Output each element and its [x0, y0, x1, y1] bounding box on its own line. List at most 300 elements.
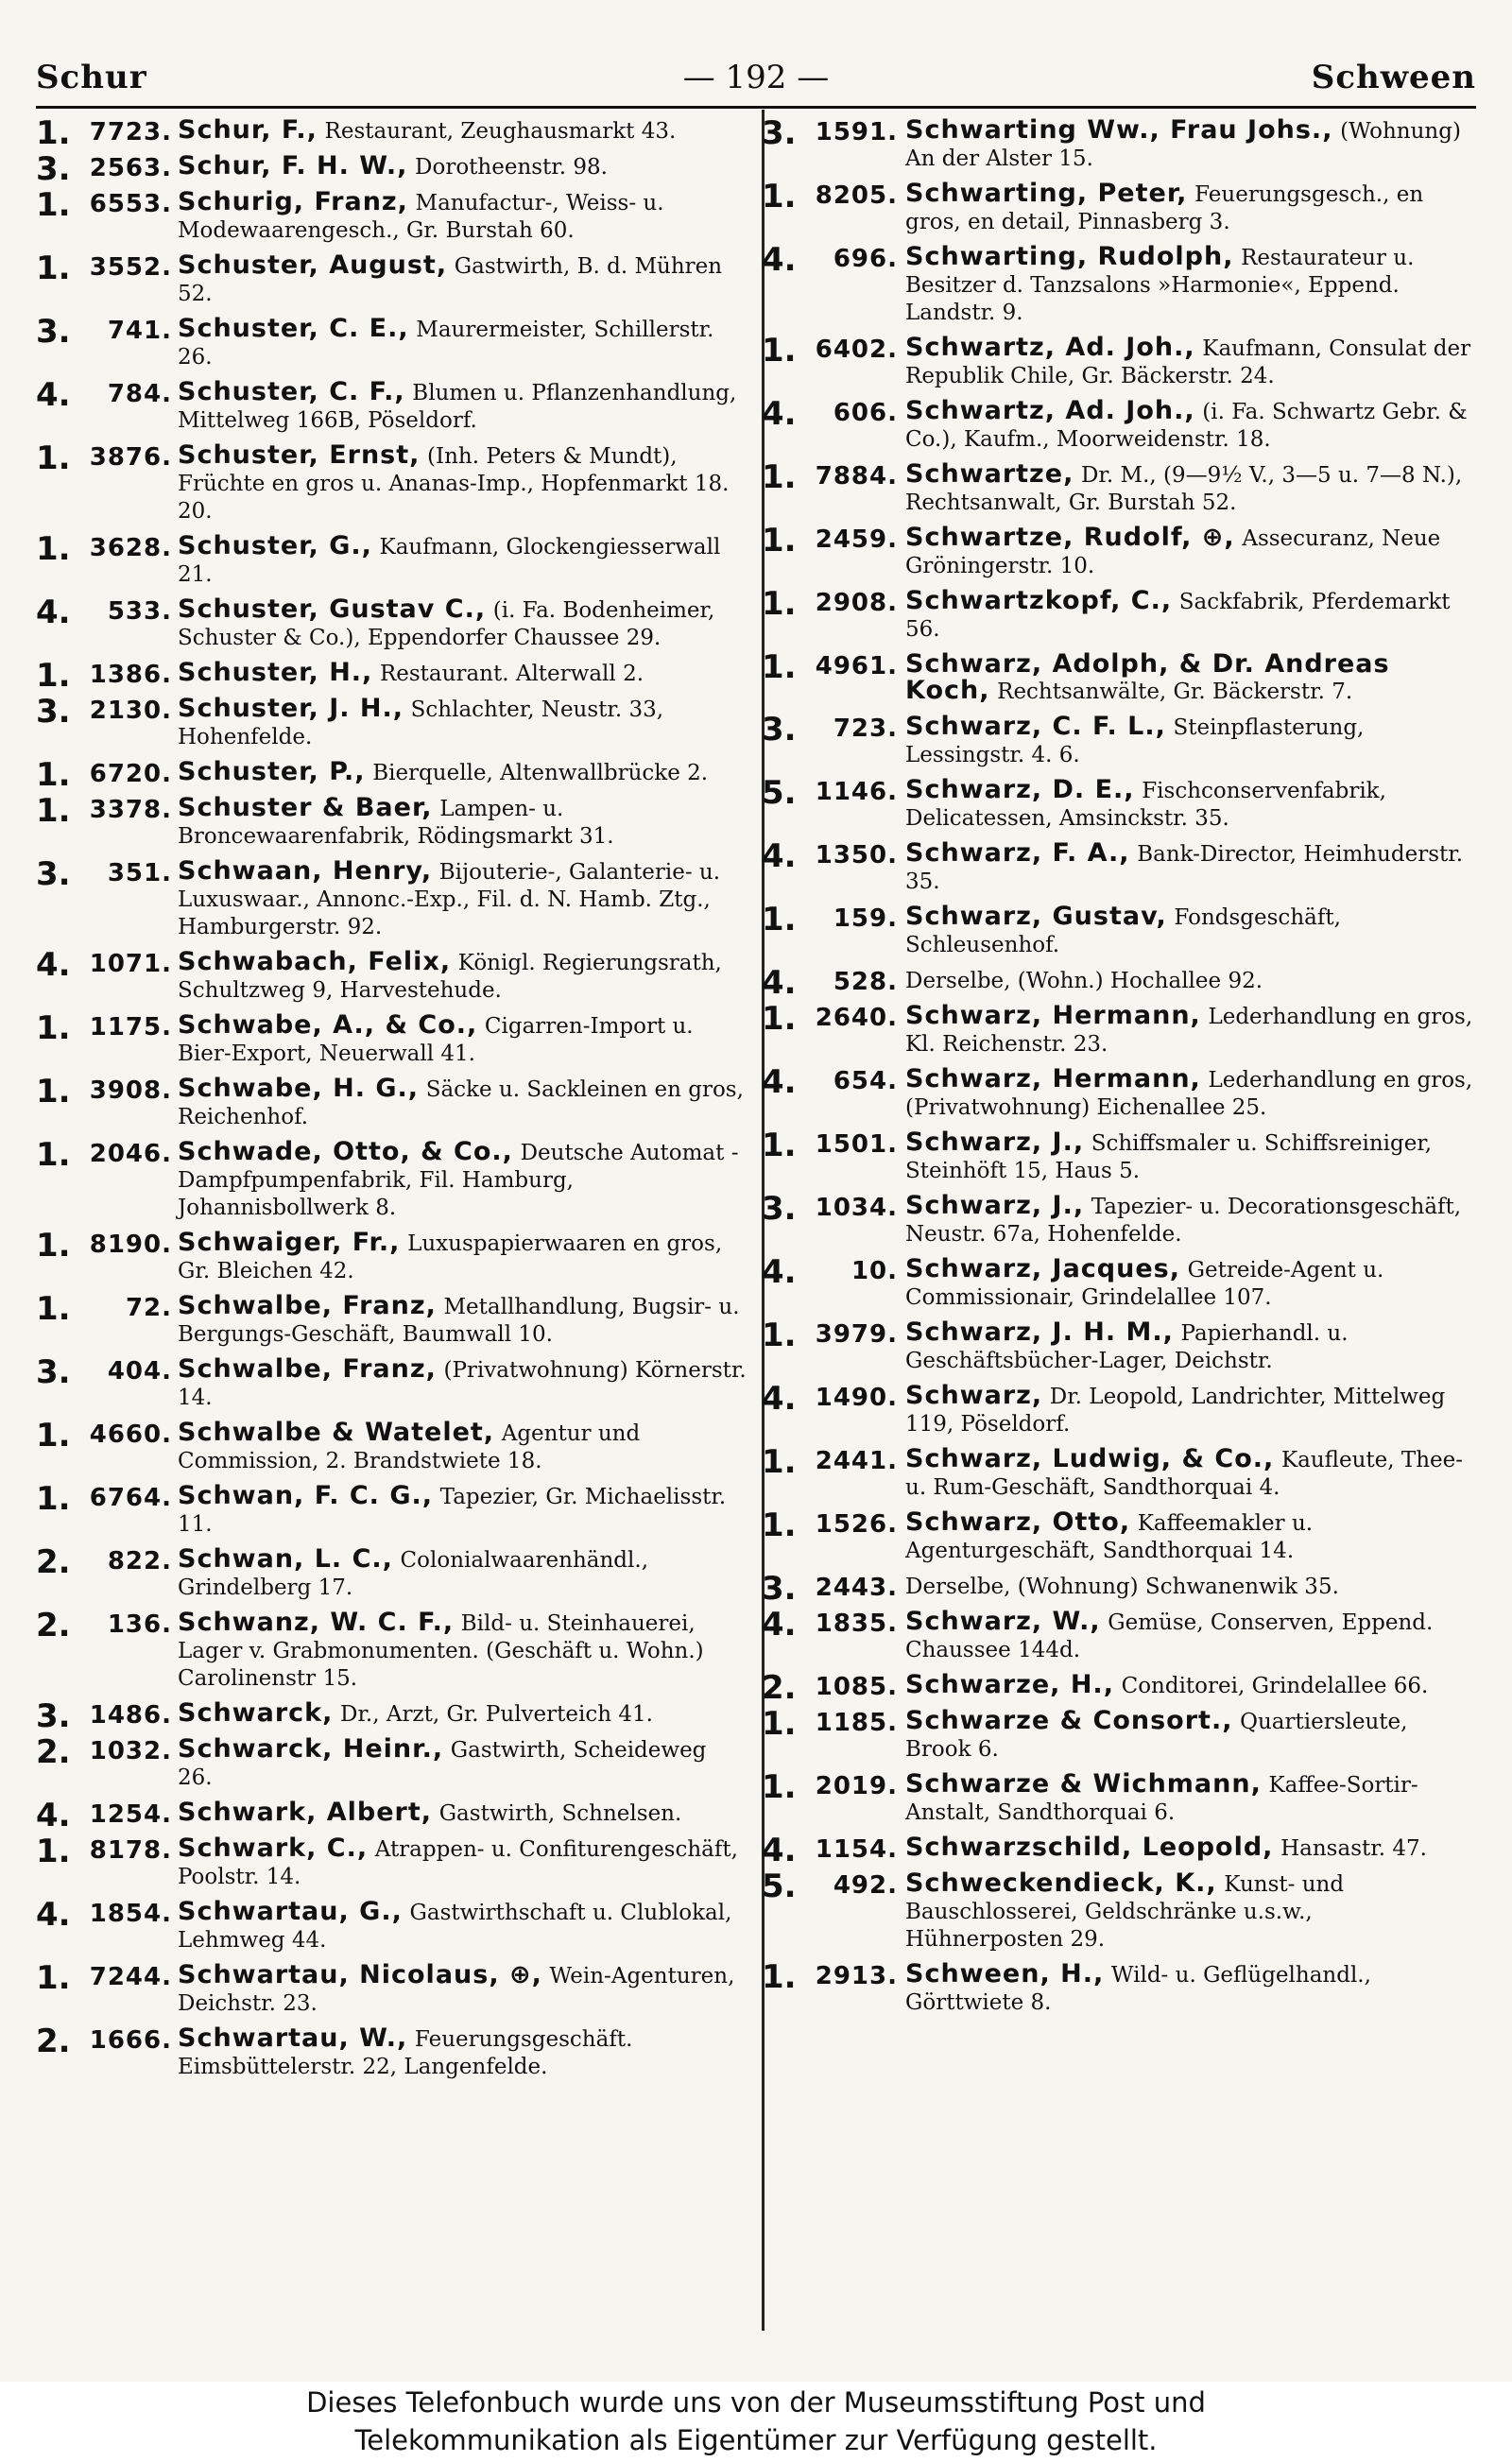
subscriber-detail: Dr. Leopold, Landrichter, Mittelweg 119, Pöseldorf.: [905, 1385, 1446, 1437]
subscriber-detail: Königl. Regierungsrath, Schultzweg 9, Harvestehude.: [178, 951, 722, 1003]
directory-entry: [36, 1697, 747, 1735]
phone-number: 1032.: [89, 1737, 172, 1765]
subscriber-name: Schwark, Albert,: [178, 1798, 433, 1827]
directory-entry: [36, 2025, 747, 2080]
subscriber-detail: Säcke u. Sackleinen en gros, Reichenhof.: [178, 1077, 744, 1129]
subscriber-detail: Gastwirth, B. d. Mühren 52.: [178, 254, 723, 306]
exchange-number: 3.: [762, 711, 797, 749]
phone-number: 1490.: [815, 1384, 898, 1412]
subscriber-name: Schuster, G.,: [178, 531, 372, 560]
directory-entry: [36, 1009, 747, 1067]
phone-number: 723.: [833, 714, 898, 743]
phone-number: 1666.: [89, 2026, 172, 2055]
directory-entry: [36, 376, 747, 434]
phone-number: 696.: [833, 245, 898, 273]
subscriber-name: Schween, H.,: [905, 1959, 1105, 1989]
subscriber-detail: (Inh. Peters & Mundt), Früchte en gros u. Ananas-Imp., Hopfenmarkt 18. 20.: [178, 444, 730, 524]
exchange-number: 3.: [36, 1697, 71, 1735]
phone-number: 533.: [107, 597, 172, 626]
subscriber-detail: Getreide-Agent u. Commissionair, Grindelallee 107.: [905, 1258, 1384, 1310]
subscriber-detail: Gastwirthschaft u. Clublokal, Lehmweg 44.: [178, 1901, 732, 1953]
exchange-number: 1.: [36, 1073, 71, 1110]
subscriber-detail: Feuerungsgesch., en gros, en detail, Pinnasberg 3.: [905, 182, 1424, 234]
exchange-number: 1.: [36, 657, 71, 695]
subscriber-name: Schwartau, W.,: [178, 2023, 408, 2053]
subscriber-name: Schuster, J. H.,: [178, 694, 404, 723]
subscriber-name: Schwartzkopf, C.,: [905, 586, 1173, 615]
subscriber-name: Schwartz, Ad. Joh.,: [905, 396, 1195, 425]
exchange-number: 1.: [762, 585, 797, 623]
subscriber-detail: Assecuranz, Neue Gröningerstr. 10.: [905, 526, 1441, 578]
subscriber-name: Schwarz, C. F. L.,: [905, 712, 1166, 741]
phone-number: 1501.: [815, 1130, 898, 1159]
directory-entry: [762, 1319, 1476, 1374]
phone-number: 654.: [833, 1067, 898, 1095]
phone-number: 2130.: [89, 697, 172, 725]
subscriber-detail: Blumen u. Pflanzenhandlung, Mittelweg 166B, Pöseldorf.: [178, 381, 737, 433]
subscriber-detail: Derselbe, (Wohn.) Hochallee 92.: [905, 969, 1263, 993]
subscriber-name: Schwarting, Peter,: [905, 179, 1188, 208]
exchange-number: 1.: [762, 901, 797, 938]
exchange-number: 1.: [36, 1136, 71, 1174]
subscriber-name: Schwarz, J.,: [905, 1128, 1085, 1157]
exchange-number: 1.: [36, 1290, 71, 1328]
subscriber-name: Schwartze,: [905, 459, 1074, 489]
exchange-number: 4.: [762, 1380, 797, 1418]
directory-entry: [762, 178, 1476, 235]
subscriber-detail: Lederhandlung en gros, (Privatwohnung) Eichenallee 25.: [905, 1068, 1473, 1120]
exchange-number: 2.: [36, 1607, 71, 1644]
exchange-number: 3.: [36, 313, 71, 351]
exchange-number: 1.: [36, 186, 71, 224]
directory-entry: [762, 1870, 1476, 1953]
directory-entry: [762, 837, 1476, 895]
subscriber-name: Schweckendieck, K.,: [905, 1868, 1217, 1898]
subscriber-detail: Papierhandl. u. Geschäftsbücher-Lager, Deichstr.: [905, 1321, 1349, 1373]
exchange-number: 1.: [36, 1833, 71, 1870]
subscriber-detail: Bank-Director, Heimhuderstr. 35.: [905, 842, 1464, 894]
subscriber-name: Schwade, Otto, & Co.,: [178, 1137, 513, 1166]
directory-entry: [36, 1417, 747, 1474]
subscriber-name: Schwabe, H. G.,: [178, 1074, 420, 1103]
directory-entry: [762, 1129, 1476, 1184]
directory-entry: [762, 1669, 1476, 1707]
subscriber-detail: Restaurant, Zeughausmarkt 43.: [324, 119, 677, 144]
phone-number: 8190.: [89, 1231, 172, 1259]
subscriber-name: Schuster & Baer,: [178, 793, 433, 822]
directory-entry: [762, 1570, 1476, 1608]
exchange-number: 4.: [36, 594, 71, 631]
subscriber-detail: Wild- u. Geflügelhandl., Görttwiete 8.: [905, 1963, 1371, 2015]
directory-entry: [36, 1959, 747, 2017]
subscriber-detail: (Wohnung) An der Alster 15.: [905, 119, 1461, 171]
subscriber-name: Schwalbe, Franz,: [178, 1291, 437, 1320]
subscriber-detail: Bierquelle, Altenwallbrücke 2.: [372, 761, 709, 785]
phone-number: 3876.: [89, 443, 172, 472]
phone-number: 1854.: [89, 1900, 172, 1928]
exchange-number: 4.: [762, 837, 797, 875]
subscriber-detail: Tapezier- u. Decorationsgeschäft, Neustr. 67a, Hohenfelde.: [905, 1195, 1462, 1247]
phone-number: 2443.: [815, 1574, 898, 1602]
directory-entry: [36, 1607, 747, 1692]
exchange-number: 3.: [762, 114, 797, 152]
subscriber-name: Schwartze, Rudolf, ⊕,: [905, 523, 1235, 552]
exchange-number: 3.: [36, 150, 71, 188]
directory-entry: [36, 1073, 747, 1130]
exchange-number: 1.: [762, 522, 797, 560]
footer-line-1: Dieses Telefonbuch wurde uns von der Museumsstiftung Post und: [306, 2386, 1206, 2419]
exchange-number: 3.: [36, 1353, 71, 1391]
subscriber-name: Schwalbe & Watelet,: [178, 1418, 495, 1447]
subscriber-name: Schuster, H.,: [178, 658, 373, 687]
directory-entry: [36, 1480, 747, 1538]
subscriber-detail: Luxuspapierwaaren en gros, Gr. Bleichen 42.: [178, 1231, 723, 1283]
subscriber-name: Schwarz,: [905, 1381, 1043, 1410]
subscriber-name: Schwaiger, Fr.,: [178, 1228, 401, 1257]
subscriber-name: Schwarz, W.,: [905, 1607, 1101, 1636]
directory-entry: [36, 855, 747, 940]
phone-number: 741.: [107, 317, 172, 345]
phone-number: 6402.: [815, 336, 898, 364]
phone-number: 4660.: [89, 1420, 172, 1449]
exchange-number: 1.: [762, 332, 797, 370]
exchange-number: 1.: [36, 1480, 71, 1518]
directory-entry: [762, 901, 1476, 958]
exchange-number: 1.: [762, 178, 797, 215]
exchange-number: 4.: [762, 1253, 797, 1291]
phone-number: 3552.: [89, 253, 172, 282]
subscriber-detail: Gastwirth, Scheideweg 26.: [178, 1738, 707, 1790]
subscriber-detail: Lederhandlung en gros, Kl. Reichenstr. 23.: [905, 1005, 1473, 1057]
subscriber-detail: Gemüse, Conserven, Eppend. Chaussee 144d.: [905, 1610, 1434, 1662]
exchange-number: 4.: [762, 1832, 797, 1869]
directory-entry: [762, 1380, 1476, 1438]
exchange-number: 1.: [36, 756, 71, 794]
directory-entry: [36, 530, 747, 588]
subscriber-name: Schwarz, Ludwig, & Co.,: [905, 1444, 1275, 1473]
subscriber-detail: Quartiersleute, Brook 6.: [905, 1710, 1408, 1762]
directory-entry: [36, 1896, 747, 1954]
phone-number: 10.: [850, 1257, 898, 1285]
subscriber-name: Schuster, C. E.,: [178, 314, 409, 343]
subscriber-detail: Lampen- u. Broncewaarenfabrik, Rödingsmarkt 31.: [178, 797, 614, 849]
exchange-number: 4.: [762, 964, 797, 1002]
phone-number: 1154.: [815, 1835, 898, 1864]
exchange-number: 1.: [762, 1000, 797, 1038]
phone-number: 1386.: [89, 661, 172, 689]
header-first-entry: Schur: [36, 59, 147, 96]
subscriber-detail: Dr., Arzt, Gr. Pulverteich 41.: [340, 1702, 653, 1727]
subscriber-detail: Dr. M., (9—9½ V., 3—5 u. 7—8 N.), Rechtsanwalt, Gr. Burstah 52.: [905, 463, 1463, 515]
subscriber-name: Schwarz, F. A.,: [905, 838, 1130, 868]
subscriber-name: Schwarz, J.,: [905, 1191, 1085, 1220]
directory-entry: [36, 114, 747, 152]
phone-number: 2441.: [815, 1447, 898, 1475]
subscriber-detail: Cigarren-Import u. Bier-Export, Neuerwall 41.: [178, 1014, 694, 1066]
page-number: — 192 —: [682, 59, 830, 96]
phone-number: 8205.: [815, 181, 898, 210]
subscriber-detail: Schlachter, Neustr. 33, Hohenfelde.: [178, 697, 664, 749]
phone-number: 1835.: [815, 1610, 898, 1638]
exchange-number: 4.: [762, 395, 797, 433]
directory-entry: [762, 711, 1476, 768]
exchange-number: 1.: [762, 1127, 797, 1164]
exchange-number: 1.: [762, 1958, 797, 1996]
subscriber-detail: Restaurateur u. Besitzer d. Tanzsalons »Harmonie«, Eppend. Landstr. 9.: [905, 246, 1415, 325]
exchange-number: 1.: [36, 530, 71, 568]
exchange-number: 1.: [36, 792, 71, 830]
subscriber-name: Schwarz, Hermann,: [905, 1064, 1201, 1093]
directory-entry: [762, 1000, 1476, 1058]
phone-number: 404.: [107, 1357, 172, 1386]
phone-number: 784.: [107, 380, 172, 408]
exchange-number: 1.: [762, 1768, 797, 1806]
right-column: [762, 114, 1476, 2024]
exchange-number: 3.: [762, 1190, 797, 1228]
exchange-number: 3.: [36, 693, 71, 731]
subscriber-detail: Kunst- und Bauschlosserei, Geldschränke u.s.w., Hühnerposten 29.: [905, 1872, 1345, 1952]
directory-entry: [762, 1768, 1476, 1826]
subscriber-name: Schwarck,: [178, 1698, 334, 1728]
directory-entry: [36, 756, 747, 794]
exchange-number: 4.: [36, 1896, 71, 1934]
subscriber-detail: Kaufleute, Thee- u. Rum-Geschäft, Sandthorquai 4.: [905, 1448, 1464, 1500]
subscriber-name: Schuster, P.,: [178, 757, 366, 786]
subscriber-detail: Maurermeister, Schillerstr. 26.: [178, 318, 714, 370]
subscriber-detail: Gastwirth, Schnelsen.: [438, 1801, 682, 1826]
phone-number: 1350.: [815, 841, 898, 869]
directory-entry: [762, 1443, 1476, 1501]
directory-entry: [762, 114, 1476, 172]
subscriber-name: Schwanz, W. C. F.,: [178, 1608, 455, 1637]
subscriber-detail: (i. Fa. Schwartz Gebr. & Co.), Kaufm., Moorweidenstr. 18.: [905, 400, 1468, 452]
phone-number: 492.: [833, 1871, 898, 1900]
directory-entry: [36, 1543, 747, 1601]
directory-entry: [762, 241, 1476, 326]
subscriber-detail: Restaurant. Alterwall 2.: [379, 662, 644, 686]
exchange-number: 1.: [762, 458, 797, 496]
phone-number: 7884.: [815, 462, 898, 491]
subscriber-name: Schwarze, H.,: [905, 1670, 1114, 1699]
subscriber-detail: Tapezier, Gr. Michaelisstr. 11.: [178, 1485, 727, 1537]
subscriber-detail: Fondsgeschäft, Schleusenhof.: [905, 905, 1341, 957]
exchange-number: 1.: [36, 114, 71, 152]
directory-entry: [36, 1136, 747, 1221]
directory-entry: [36, 1353, 747, 1411]
phone-number: 351.: [107, 859, 172, 887]
phone-number: 2913.: [815, 1962, 898, 1990]
subscriber-detail: Manufactur-, Weiss- u. Modewaarengesch., Gr. Burstah 60.: [178, 191, 664, 243]
directory-entry: [36, 252, 747, 307]
subscriber-name: Schwabe, A., & Co.,: [178, 1010, 478, 1040]
subscriber-detail: Agentur und Commission, 2. Brandstwiete 18.: [178, 1421, 641, 1473]
subscriber-name: Schuster, August,: [178, 250, 448, 280]
phone-number: 3979.: [815, 1320, 898, 1349]
phone-number: 3908.: [89, 1076, 172, 1105]
footer-line-2: Telekommunikation als Eigentümer zur Verfügung gestellt.: [354, 2424, 1158, 2456]
subscriber-detail: Dorotheenstr. 98.: [415, 155, 608, 180]
directory-entry: [762, 395, 1476, 453]
exchange-number: 4.: [762, 1063, 797, 1101]
subscriber-name: Schuster, C. F.,: [178, 377, 405, 406]
directory-entry: [762, 1506, 1476, 1564]
subscriber-name: Schwartz, Ad. Joh.,: [905, 333, 1195, 362]
phone-number: 3378.: [89, 796, 172, 824]
exchange-number: 1.: [36, 439, 71, 477]
subscriber-name: Schwalbe, Franz,: [178, 1354, 437, 1384]
subscriber-name: Schwan, L. C.,: [178, 1544, 393, 1574]
phone-number: 1146.: [815, 778, 898, 806]
phone-number: 1591.: [815, 118, 898, 146]
directory-entry: [36, 1227, 747, 1284]
left-column: [36, 114, 747, 2089]
subscriber-detail: Sackfabrik, Pferdemarkt 56.: [905, 590, 1451, 642]
exchange-number: 1.: [36, 1009, 71, 1047]
subscriber-name: Schwartau, G.,: [178, 1897, 403, 1926]
exchange-number: 3.: [762, 1570, 797, 1608]
phone-number: 1526.: [815, 1510, 898, 1539]
subscriber-detail: Deutsche Automat - Dampfpumpenfabrik, Fil. Hamburg, Johannisbollwerk 8.: [178, 1141, 739, 1220]
directory-entry: [36, 1733, 747, 1791]
subscriber-detail: Conditorei, Grindelallee 66.: [1121, 1674, 1429, 1698]
subscriber-name: Schwarting Ww., Frau Johs.,: [905, 115, 1333, 145]
exchange-number: 1.: [36, 1227, 71, 1265]
subscriber-detail: Hansastr. 47.: [1280, 1836, 1427, 1861]
phone-number: 7244.: [89, 1963, 172, 1991]
exchange-number: 5.: [762, 774, 797, 812]
directory-entry: [762, 585, 1476, 643]
subscriber-detail: (Privatwohnung) Körnerstr. 14.: [178, 1358, 747, 1410]
directory-entry: [36, 439, 747, 525]
directory-entry: [36, 186, 747, 244]
exchange-number: 2.: [36, 1543, 71, 1581]
header-rule: [36, 106, 1476, 109]
phone-number: 1185.: [815, 1709, 898, 1737]
phone-number: 1486.: [89, 1701, 172, 1730]
subscriber-name: Schwan, F. C. G.,: [178, 1481, 433, 1510]
subscriber-name: Schwabach, Felix,: [178, 947, 452, 976]
exchange-number: 1.: [762, 1317, 797, 1354]
phone-number: 2046.: [89, 1140, 172, 1168]
phone-number: 2459.: [815, 525, 898, 554]
directory-entry: [36, 150, 747, 188]
directory-entry: [762, 522, 1476, 579]
subscriber-name: Schwarz, Hermann,: [905, 1001, 1201, 1030]
directory-entry: [36, 313, 747, 370]
directory-entry: [36, 1835, 747, 1890]
page-header: [36, 59, 1476, 104]
subscriber-name: Schurig, Franz,: [178, 187, 408, 216]
directory-entry: [36, 1797, 747, 1834]
directory-entry: [762, 1606, 1476, 1663]
subscriber-detail: Bild- u. Steinhauerei, Lager v. Grabmonumenten. (Geschäft u. Wohn.) Carolinenstr 15.: [178, 1611, 704, 1691]
subscriber-detail: Colonialwaarenhändl., Grindelberg 17.: [178, 1548, 649, 1600]
exchange-number: 4.: [762, 1606, 797, 1644]
subscriber-name: Schwaan, Henry,: [178, 856, 433, 886]
subscriber-name: Schuster, Ernst,: [178, 440, 421, 470]
subscriber-name: Schwarting, Rudolph,: [905, 242, 1234, 271]
subscriber-name: Schwarck, Heinr.,: [178, 1734, 444, 1764]
exchange-number: 1.: [762, 1506, 797, 1544]
subscriber-name: Schur, F. H. W.,: [178, 151, 408, 181]
directory-entry: [762, 1832, 1476, 1869]
phone-number: 1175.: [89, 1013, 172, 1042]
header-last-entry: Schween: [1311, 59, 1476, 96]
subscriber-detail: Schiffsmaler u. Schiffsreiniger, Steinhöft 15, Haus 5.: [905, 1131, 1433, 1183]
subscriber-name: Schwarze & Wichmann,: [905, 1769, 1262, 1799]
phone-number: 8178.: [89, 1836, 172, 1865]
subscriber-detail: Kaffee-Sortir-Anstalt, Sandthorquai 6.: [905, 1773, 1418, 1825]
phone-number: 7723.: [89, 118, 172, 146]
subscriber-detail: (i. Fa. Bodenheimer, Schuster & Co.), Eppendorfer Chaussee 29.: [178, 598, 715, 650]
subscriber-detail: Kaffeemakler u. Agenturgeschäft, Sandthorquai 14.: [905, 1511, 1314, 1563]
subscriber-detail: Fischconservenfabrik, Delicatessen, Amsinckstr. 35.: [905, 779, 1386, 831]
directory-entry: [36, 792, 747, 850]
subscriber-name: Schwarz, Gustav,: [905, 902, 1167, 931]
subscriber-detail: Steinpflasterung, Lessingstr. 4. 6.: [905, 715, 1365, 767]
exchange-number: 1.: [36, 250, 71, 287]
subscriber-name: Schwarz, J. H. M.,: [905, 1317, 1174, 1347]
subscriber-name: Schuster, Gustav C.,: [178, 594, 487, 624]
exchange-number: 2.: [36, 2023, 71, 2060]
phone-number: 1085.: [815, 1673, 898, 1701]
phone-number: 1071.: [89, 950, 172, 978]
phone-number: 606.: [833, 399, 898, 427]
directory-entry: [762, 774, 1476, 832]
subscriber-name: Schwarze & Consort.,: [905, 1706, 1233, 1735]
subscriber-name: Schwarz, Adolph, & Dr. Andreas Koch,: [905, 649, 1390, 705]
phone-number: 6720.: [89, 760, 172, 788]
subscriber-detail: Bijouterie-, Galanterie- u. Luxuswaar., Annonc.-Exp., Fil. d. N. Hamb. Ztg., Hamburgerstr. 92.: [178, 860, 721, 939]
subscriber-detail: Kaufmann, Consulat der Republik Chile, Gr. Bäckerstr. 24.: [905, 336, 1471, 388]
subscriber-detail: Rechtsanwälte, Gr. Bäckerstr. 7.: [997, 680, 1353, 704]
exchange-number: 4.: [36, 1797, 71, 1834]
subscriber-detail: Wein-Agenturen, Deichstr. 23.: [178, 1964, 735, 2016]
directory-entry: [762, 458, 1476, 516]
subscriber-detail: Feuerungsgeschäft. Eimsbüttelerstr. 22, Langenfelde.: [178, 2027, 633, 2079]
directory-entry: [36, 693, 747, 750]
directory-entry: [762, 1063, 1476, 1121]
exchange-number: 1.: [36, 1417, 71, 1455]
phone-number: 6553.: [89, 190, 172, 218]
exchange-number: 2.: [762, 1669, 797, 1707]
exchange-number: 1.: [762, 1705, 797, 1743]
phone-number: 2640.: [815, 1004, 898, 1032]
subscriber-detail: Atrappen- u. Confiturengeschäft, Poolstr. 14.: [178, 1837, 738, 1889]
subscriber-name: Schwartau, Nicolaus, ⊕,: [178, 1960, 542, 1989]
exchange-number: 4.: [36, 946, 71, 984]
subscriber-name: Schwarz, Otto,: [905, 1507, 1131, 1537]
exchange-number: 1.: [36, 1959, 71, 1997]
phone-number: 2908.: [815, 589, 898, 617]
exchange-number: 3.: [36, 855, 71, 893]
phone-number: 1034.: [815, 1194, 898, 1222]
directory-entry: [762, 332, 1476, 389]
directory-entry: [762, 1958, 1476, 2016]
directory-entry: [762, 648, 1476, 705]
exchange-number: 1.: [762, 1443, 797, 1481]
phone-number: 2019.: [815, 1772, 898, 1800]
directory-entry: [762, 964, 1476, 1002]
phone-number: 2563.: [89, 154, 172, 182]
directory-entry: [762, 1190, 1476, 1248]
phone-number: 4961.: [815, 652, 898, 680]
phone-number: 3628.: [89, 534, 172, 562]
exchange-number: 1.: [762, 648, 797, 686]
exchange-number: 2.: [36, 1733, 71, 1771]
exchange-number: 5.: [762, 1868, 797, 1905]
exchange-number: 4.: [762, 241, 797, 279]
